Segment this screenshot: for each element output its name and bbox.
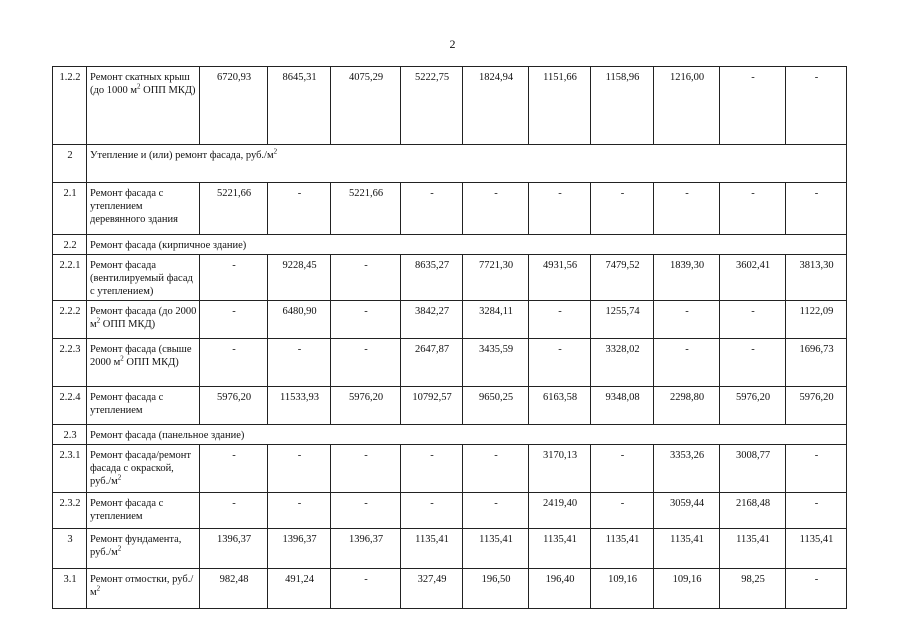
row-number: 2.1 bbox=[53, 183, 87, 235]
row-number: 2.2.4 bbox=[53, 387, 87, 425]
cost-value: 4075,29 bbox=[331, 67, 401, 145]
cost-value: - bbox=[529, 183, 591, 235]
table-row bbox=[53, 387, 847, 425]
row-number: 2 bbox=[53, 145, 87, 183]
cost-value: - bbox=[463, 445, 529, 493]
cost-value: - bbox=[720, 67, 786, 145]
cost-value: - bbox=[654, 339, 720, 387]
cost-value: 3008,77 bbox=[720, 445, 786, 493]
cost-value: 8635,27 bbox=[401, 255, 463, 301]
cost-value: - bbox=[331, 569, 401, 609]
cost-value: 1839,30 bbox=[654, 255, 720, 301]
work-name: Ремонт фасада (вентилируемый фасад с утеплением) bbox=[87, 255, 200, 301]
row-number: 2.2 bbox=[53, 235, 87, 255]
cost-value: - bbox=[591, 445, 654, 493]
cost-value: - bbox=[786, 67, 847, 145]
cost-value: - bbox=[200, 339, 268, 387]
cost-value: 7479,52 bbox=[591, 255, 654, 301]
cost-value: 1396,37 bbox=[268, 529, 331, 569]
table-row bbox=[53, 145, 847, 183]
cost-value: - bbox=[654, 183, 720, 235]
section-title: Ремонт фасада (панельное здание) bbox=[87, 425, 847, 445]
cost-value: 3813,30 bbox=[786, 255, 847, 301]
cost-value: - bbox=[654, 301, 720, 339]
cost-value: 9228,45 bbox=[268, 255, 331, 301]
cost-table bbox=[52, 66, 847, 609]
cost-value: - bbox=[268, 493, 331, 529]
cost-value: 1122,09 bbox=[786, 301, 847, 339]
table-row bbox=[53, 235, 847, 255]
cost-value: - bbox=[401, 493, 463, 529]
cost-value: - bbox=[786, 493, 847, 529]
work-name: Ремонт фасада (свыше 2000 $м^2$ ОПП МКД) bbox=[87, 339, 200, 387]
table-row bbox=[53, 529, 847, 569]
cost-value: 1135,41 bbox=[401, 529, 463, 569]
cost-value: 1824,94 bbox=[463, 67, 529, 145]
row-number: 2.3 bbox=[53, 425, 87, 445]
cost-value: - bbox=[786, 569, 847, 609]
cost-value: - bbox=[200, 445, 268, 493]
cost-value: - bbox=[786, 445, 847, 493]
cost-value: 2168,48 bbox=[720, 493, 786, 529]
cost-value: 1135,41 bbox=[529, 529, 591, 569]
cost-value: 491,24 bbox=[268, 569, 331, 609]
table-row bbox=[53, 425, 847, 445]
cost-value: 3435,59 bbox=[463, 339, 529, 387]
cost-value: 1135,41 bbox=[463, 529, 529, 569]
cost-value: - bbox=[268, 445, 331, 493]
cost-value: - bbox=[331, 445, 401, 493]
cost-value: 3328,02 bbox=[591, 339, 654, 387]
cost-value: - bbox=[463, 493, 529, 529]
cost-value: 6720,93 bbox=[200, 67, 268, 145]
cost-value: 3059,44 bbox=[654, 493, 720, 529]
cost-value: 5221,66 bbox=[331, 183, 401, 235]
work-name: Ремонт отмостки, $руб./м^2$ bbox=[87, 569, 200, 609]
cost-value: 5976,20 bbox=[786, 387, 847, 425]
cost-value: 196,50 bbox=[463, 569, 529, 609]
cost-value: - bbox=[200, 301, 268, 339]
cost-value: - bbox=[591, 183, 654, 235]
table-row bbox=[53, 67, 847, 145]
cost-value: 1135,41 bbox=[591, 529, 654, 569]
row-number: 3.1 bbox=[53, 569, 87, 609]
cost-value: - bbox=[331, 255, 401, 301]
cost-value: 10792,57 bbox=[401, 387, 463, 425]
cost-value: - bbox=[720, 301, 786, 339]
row-number: 3 bbox=[53, 529, 87, 569]
row-number: 1.2.2 bbox=[53, 67, 87, 145]
page-number: 2 bbox=[449, 37, 456, 51]
cost-value: - bbox=[200, 255, 268, 301]
cost-value: 1135,41 bbox=[654, 529, 720, 569]
table-row bbox=[53, 569, 847, 609]
cost-value: 11533,93 bbox=[268, 387, 331, 425]
cost-value: 4931,56 bbox=[529, 255, 591, 301]
section-title: Ремонт фасада (кирпичное здание) bbox=[87, 235, 847, 255]
work-name: Ремонт фасада (до 2000 $м^2$ ОПП МКД) bbox=[87, 301, 200, 339]
table-row bbox=[53, 255, 847, 301]
table-row bbox=[53, 301, 847, 339]
cost-value: 6480,90 bbox=[268, 301, 331, 339]
cost-value: - bbox=[591, 493, 654, 529]
cost-value: - bbox=[529, 339, 591, 387]
cost-value: 1135,41 bbox=[786, 529, 847, 569]
cost-value: 3842,27 bbox=[401, 301, 463, 339]
cost-value: 5976,20 bbox=[331, 387, 401, 425]
cost-value: 9650,25 bbox=[463, 387, 529, 425]
table-row bbox=[53, 183, 847, 235]
cost-value: - bbox=[786, 183, 847, 235]
cost-value: 1396,37 bbox=[331, 529, 401, 569]
row-number: 2.3.1 bbox=[53, 445, 87, 493]
cost-value: - bbox=[268, 339, 331, 387]
cost-value: 3353,26 bbox=[654, 445, 720, 493]
cost-value: 109,16 bbox=[591, 569, 654, 609]
table-row bbox=[53, 445, 847, 493]
cost-value: - bbox=[720, 183, 786, 235]
cost-value: - bbox=[200, 493, 268, 529]
cost-value: - bbox=[720, 339, 786, 387]
cost-value: - bbox=[529, 301, 591, 339]
cost-value: - bbox=[331, 339, 401, 387]
cost-value: 98,25 bbox=[720, 569, 786, 609]
cost-value: 1696,73 bbox=[786, 339, 847, 387]
table-row bbox=[53, 339, 847, 387]
cost-value: - bbox=[331, 493, 401, 529]
cost-value: 1396,37 bbox=[200, 529, 268, 569]
cost-value: 2298,80 bbox=[654, 387, 720, 425]
row-number: 2.2.3 bbox=[53, 339, 87, 387]
cost-value: 5976,20 bbox=[200, 387, 268, 425]
cost-value: 9348,08 bbox=[591, 387, 654, 425]
section-title: Утепление и (или) ремонт фасада, $руб./м^2$ bbox=[87, 145, 847, 183]
cost-value: 5976,20 bbox=[720, 387, 786, 425]
row-number: 2.3.2 bbox=[53, 493, 87, 529]
cost-value: 1216,00 bbox=[654, 67, 720, 145]
cost-value: 6163,58 bbox=[529, 387, 591, 425]
cost-value: 109,16 bbox=[654, 569, 720, 609]
cost-value: 2647,87 bbox=[401, 339, 463, 387]
cost-value: 982,48 bbox=[200, 569, 268, 609]
cost-value: 3170,13 bbox=[529, 445, 591, 493]
work-name: Ремонт фундамента, $руб./м^2$ bbox=[87, 529, 200, 569]
cost-value: 1255,74 bbox=[591, 301, 654, 339]
cost-value: 2419,40 bbox=[529, 493, 591, 529]
cost-value: - bbox=[331, 301, 401, 339]
cost-value: 3602,41 bbox=[720, 255, 786, 301]
row-number: 2.2.2 bbox=[53, 301, 87, 339]
row-number: 2.2.1 bbox=[53, 255, 87, 301]
work-name: Ремонт фасада с утеплением bbox=[87, 493, 200, 529]
cost-value: 5222,75 bbox=[401, 67, 463, 145]
work-name: Ремонт фасада с утеплением деревянного здания bbox=[87, 183, 200, 235]
cost-value: 1135,41 bbox=[720, 529, 786, 569]
cost-value: 1158,96 bbox=[591, 67, 654, 145]
cost-value: 196,40 bbox=[529, 569, 591, 609]
work-name: Ремонт фасада с утеплением bbox=[87, 387, 200, 425]
cost-value: 1151,66 bbox=[529, 67, 591, 145]
cost-value: - bbox=[268, 183, 331, 235]
cost-value: 327,49 bbox=[401, 569, 463, 609]
cost-value: 5221,66 bbox=[200, 183, 268, 235]
table-row bbox=[53, 493, 847, 529]
cost-value: - bbox=[463, 183, 529, 235]
cost-value: 7721,30 bbox=[463, 255, 529, 301]
work-name: Ремонт скатных крыш (до 1000 $м^2$ ОПП МКД) bbox=[87, 67, 200, 145]
cost-value: 8645,31 bbox=[268, 67, 331, 145]
cost-value: 3284,11 bbox=[463, 301, 529, 339]
cost-value: - bbox=[401, 445, 463, 493]
cost-value: - bbox=[401, 183, 463, 235]
work-name: Ремонт фасада/ремонт фасада с окраской, $руб./м^2$ bbox=[87, 445, 200, 493]
